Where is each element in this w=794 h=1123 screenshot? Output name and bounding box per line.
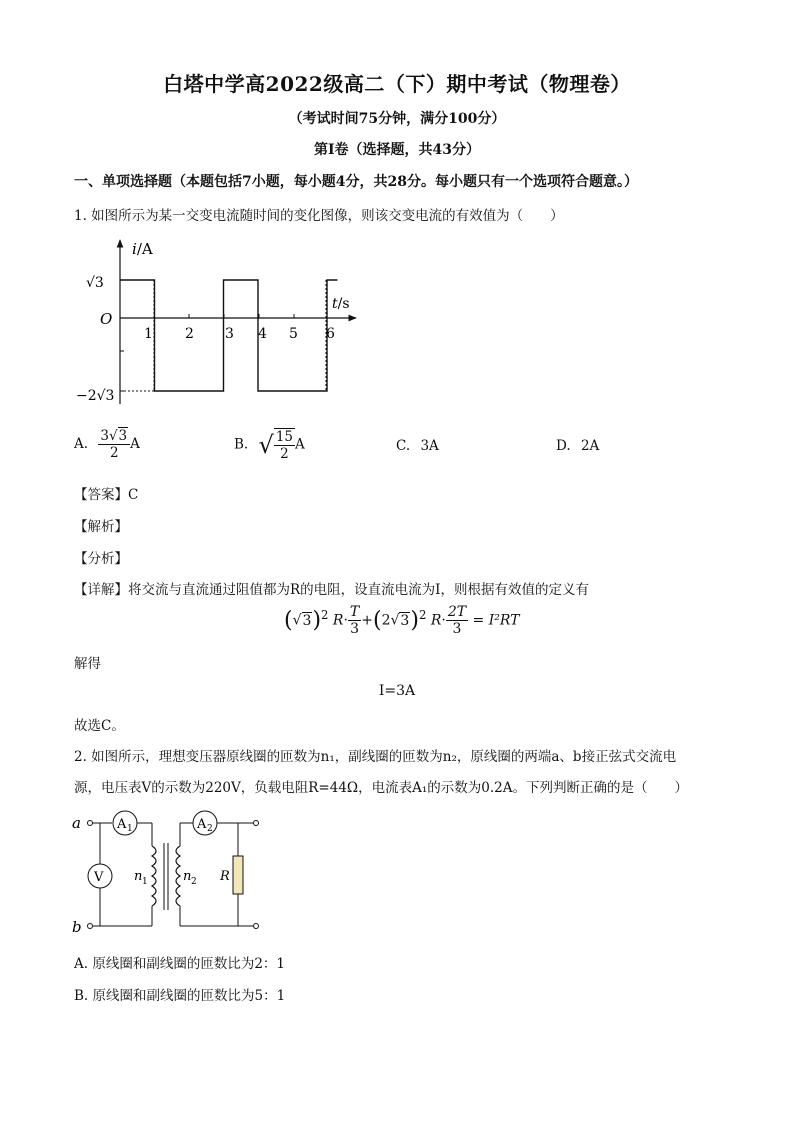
origin-label: O bbox=[100, 310, 113, 328]
x-ticks bbox=[189, 314, 294, 318]
q1-option-d[interactable]: D. 2A bbox=[556, 438, 600, 454]
svg-text:1: 1 bbox=[127, 824, 133, 834]
terminal-b: b bbox=[72, 918, 82, 936]
svg-text:2: 2 bbox=[191, 877, 197, 887]
x-tick-label-4: 4 bbox=[258, 326, 267, 342]
q1-fenxi-tag: 【分析】 bbox=[74, 551, 128, 567]
svg-text:A: A bbox=[197, 817, 207, 832]
q1-analysis-tag: 【解析】 bbox=[74, 519, 128, 535]
exam-title: 白塔中学高2022级高二（下）期中考试（物理卷） bbox=[163, 72, 631, 96]
q1-option-a[interactable] bbox=[74, 428, 140, 461]
q1-stem: 1. 如图所示为某一交变电流随时间的变化图像，则该交变电流的有效值为（ ） bbox=[74, 208, 564, 224]
q1-answer: 【答案】C bbox=[74, 487, 139, 503]
primary-coil bbox=[152, 846, 156, 906]
q1-current-graph bbox=[74, 232, 374, 412]
exam-subtitle: （考试时间75分钟，满分100分） bbox=[288, 111, 506, 127]
y-axis-label: i/A bbox=[132, 240, 153, 258]
option-b-label: B. bbox=[234, 436, 249, 453]
q1-equation: $(√3)^2$ R· $\frac{T}{3}$ $+(2√3)^2$ R· $\frac{2T}{3}$ = I²RT bbox=[284, 604, 520, 637]
q2-transformer-circuit bbox=[70, 808, 270, 938]
q2-option-a[interactable]: A. 原线圈和副线圈的匝数比为2：1 bbox=[74, 956, 286, 972]
x-tick-label-5: 5 bbox=[289, 326, 298, 342]
svg-text:2: 2 bbox=[207, 824, 213, 834]
q1-result: I=3A bbox=[378, 683, 416, 699]
svg-text:A: A bbox=[117, 817, 127, 832]
svg-text:R: R bbox=[220, 869, 230, 884]
section-heading: 第I卷（选择题，共43分） bbox=[313, 142, 481, 158]
q2-option-b[interactable]: B. 原线圈和副线圈的匝数比为5：1 bbox=[74, 988, 286, 1004]
q1-option-b[interactable]: B. √ $\frac{15}{2}$ A bbox=[234, 429, 305, 462]
x-tick-label-2: 2 bbox=[185, 326, 194, 342]
y-top-label: √3 bbox=[86, 275, 104, 291]
option-b-fraction: $\frac{15}{2}$ bbox=[275, 429, 293, 462]
svg-text:V: V bbox=[94, 870, 104, 885]
x-tick-label-6: 6 bbox=[326, 326, 335, 342]
x-tick-label-3: 3 bbox=[225, 326, 234, 342]
svg-text:n: n bbox=[183, 869, 192, 884]
secondary-coil bbox=[176, 846, 180, 906]
option-a-fraction: $\frac{3√3}{2}$ bbox=[98, 428, 130, 461]
q1-jiede: 解得 bbox=[74, 656, 101, 672]
q1-option-c[interactable]: C. 3A bbox=[396, 438, 439, 454]
option-a-unit: A bbox=[130, 436, 140, 452]
svg-text:1: 1 bbox=[142, 877, 148, 887]
svg-text:n: n bbox=[134, 869, 143, 884]
q2-stem-line2: 源，电压表V的示数为220V，负载电阻R=44Ω，电流表A₁的示数为0.2A。下列判断正确的是（ ） bbox=[74, 780, 688, 796]
resistor-r bbox=[233, 856, 243, 894]
option-a-label: A. bbox=[74, 436, 89, 452]
q1-detail: 【详解】将交流与直流通过阻值都为R的电阻，设直流电流为I，则根据有效值的定义有 bbox=[74, 582, 589, 598]
x-tick-label-1: 1 bbox=[144, 326, 153, 342]
y-bottom-label: −2√3 bbox=[76, 388, 115, 404]
q2-stem-line1: 2. 如图所示，理想变压器原线圈的匝数为n₁，副线圈的匝数为n₂，原线圈的两端a、b接正弦式交流电 bbox=[74, 749, 677, 765]
option-b-unit: A bbox=[295, 436, 305, 453]
terminal-a: a bbox=[72, 814, 81, 832]
part-one-heading: 一、单项选择题（本题包括7小题，每小题4分，共28分。每小题只有一个选项符合题意。） bbox=[74, 174, 638, 190]
x-axis-label: t/s bbox=[332, 296, 350, 312]
q1-choose: 故选C。 bbox=[74, 718, 125, 734]
